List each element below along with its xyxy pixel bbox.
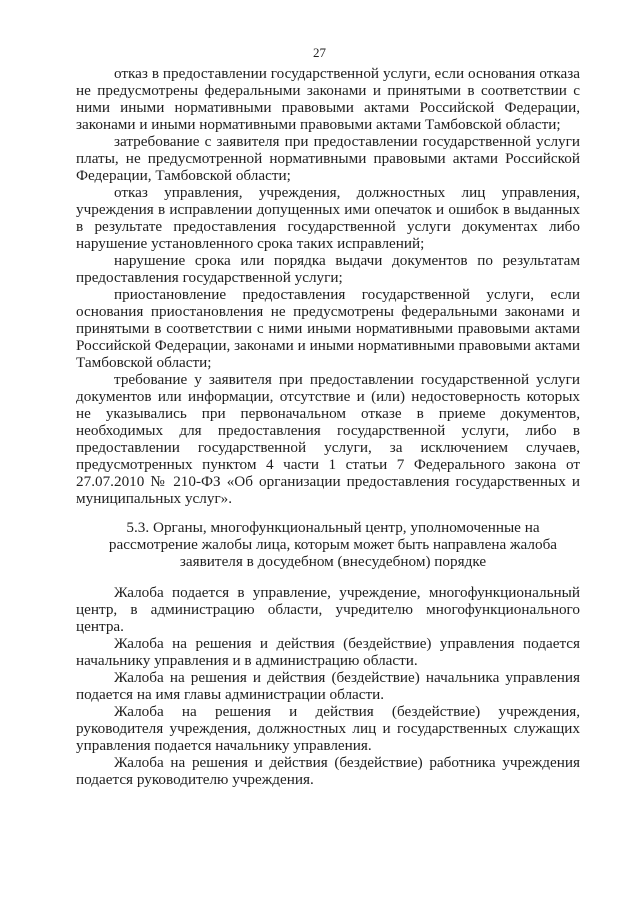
paragraph: затребование с заявителя при предоставлении государственной услуги платы, не предусмотренной нормативными правовыми актами Российской Федерации, Тамбовской области; [76, 133, 580, 184]
paragraph: требование у заявителя при предоставлении государственной услуги документов или информации, отсутствие и (или) недостоверность которых не указывались при первоначальном отказе в приеме документов, необходимых для предоставления государственной услуги, либо в предоставлении государственной услуги, за исключением случаев, предусмотренных пунктом 4 части 1 статьи 7 Федерального закона от 27.07.2010 № 210-ФЗ «Об организации предоставления государственных и муниципальных услуг». [76, 371, 580, 507]
section-heading: 5.3. Органы, многофункциональный центр, уполномоченные на рассмотрение жалобы лица, которым может быть направлена жалоба заявителя в досудебном (внесудебном) порядке [108, 519, 558, 570]
paragraphs-before-section [76, 65, 580, 507]
paragraph: приостановление предоставления государственной услуги, если основания приостановления не предусмотрены федеральными законами и принятыми в соответствии с ними иными нормативными правовыми актами Российской Федерации, законами и иными нормативными правовыми актами Тамбовской области; [76, 286, 580, 371]
paragraph: Жалоба на решения и действия (бездействие) управления подается начальнику управления и в администрацию области. [76, 635, 580, 669]
paragraph: Жалоба на решения и действия (бездействие) работника учреждения подается руководителю учреждения. [76, 754, 580, 788]
paragraphs-after-section [76, 584, 580, 788]
paragraph: Жалоба подается в управление, учреждение, многофункциональный центр, в администрацию области, учредителю многофункционального центра. [76, 584, 580, 635]
paragraph: отказ управления, учреждения, должностных лиц управления, учреждения в исправлении допущенных ими опечаток и ошибок в выданных в результате предоставления государственной услуги документах либо нарушение установленного срока таких исправлений; [76, 184, 580, 252]
page-number: 27 [313, 45, 326, 60]
paragraph: отказ в предоставлении государственной услуги, если основания отказа не предусмотрены федеральными законами и принятыми в соответствии с ними иными нормативными правовыми актами Российской Федерации, законами и иными нормативными правовыми актами Тамбовской области; [76, 65, 580, 133]
paragraph: нарушение срока или порядка выдачи документов по результатам предоставления государственной услуги; [76, 252, 580, 286]
paragraph: Жалоба на решения и действия (бездействие) учреждения, руководителя учреждения, должностных лиц и государственных служащих управления подается начальнику управления. [76, 703, 580, 754]
paragraph: Жалоба на решения и действия (бездействие) начальника управления подается на имя главы администрации области. [76, 669, 580, 703]
